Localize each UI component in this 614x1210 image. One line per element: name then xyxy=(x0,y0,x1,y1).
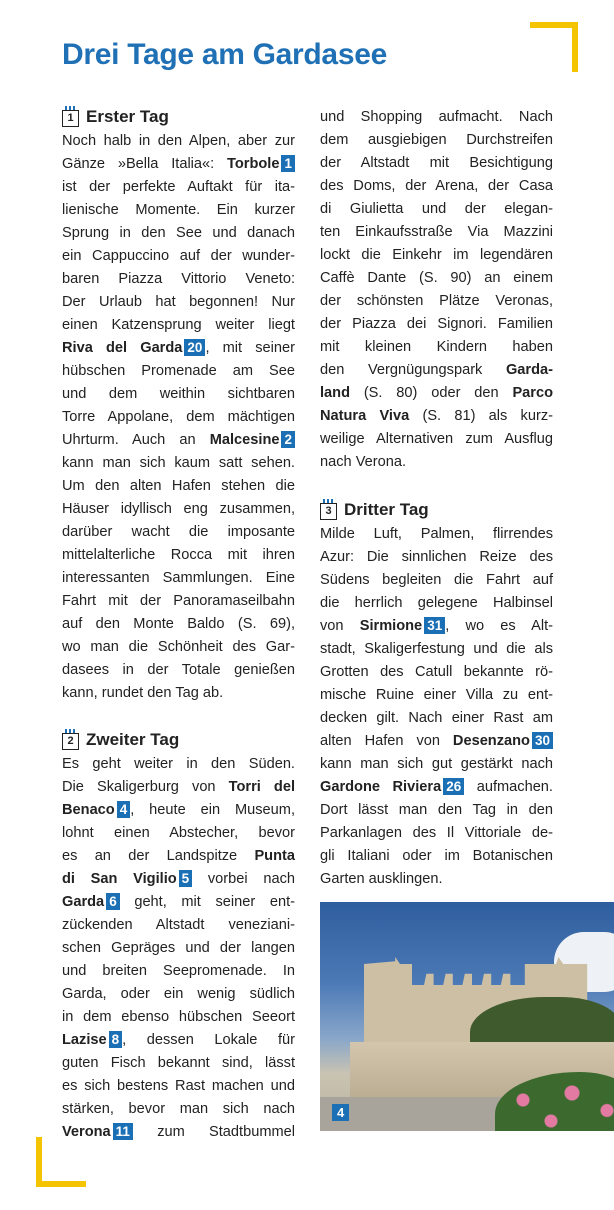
text-line xyxy=(320,152,553,175)
text-line xyxy=(62,914,295,937)
text-line xyxy=(320,845,553,868)
text-run: ist der perfekte Auftakt für ita- xyxy=(62,179,295,195)
text-line xyxy=(62,636,295,659)
text-line xyxy=(62,1121,295,1144)
text-line xyxy=(320,359,553,382)
text-run: Milde Luft, Palmen, flirrendes xyxy=(320,526,553,542)
text-run: Garten ausklingen. xyxy=(320,871,443,887)
text-run: Häuser idyllisch eng zusammen, xyxy=(62,501,295,517)
text-run: zückenden Altstadt veneziani- xyxy=(62,917,295,933)
text-line xyxy=(62,521,295,544)
text-line xyxy=(320,175,553,198)
map-reference-badge: 8 xyxy=(109,1031,123,1048)
text-run: stärken, bevor man sich nach xyxy=(62,1101,295,1117)
text-line xyxy=(320,313,553,336)
text-line xyxy=(320,336,553,359)
text-run: Um den alten Hafen stehen die xyxy=(62,478,295,494)
text-run: auf den Monte Baldo (S. 69), xyxy=(62,616,295,632)
text-line xyxy=(320,799,553,822)
text-run: schen Gepräges und der langen xyxy=(62,940,295,956)
text-line xyxy=(62,682,295,705)
text-line xyxy=(320,592,553,615)
place-name: Torri del xyxy=(228,779,295,795)
text-line xyxy=(320,523,553,546)
text-run: kann, rundet den Tag ab. xyxy=(62,685,224,701)
text-line xyxy=(62,268,295,291)
text-line xyxy=(320,221,553,244)
text-run: der Piazza dei Signori. Familien xyxy=(320,316,553,332)
text-line xyxy=(320,428,553,451)
column-left xyxy=(62,104,295,1144)
text-run: es sich bestens Rast machen und xyxy=(62,1078,295,1094)
text-run: , mit seiner xyxy=(205,340,295,356)
paragraph-day-2-continued xyxy=(320,106,553,474)
text-line xyxy=(62,822,295,845)
text-run: mittelalterliche Rocca mit ihren xyxy=(62,547,295,563)
text-line xyxy=(62,776,295,799)
text-line xyxy=(62,753,295,776)
text-run: (S. 81) als kurz- xyxy=(409,408,553,424)
text-line xyxy=(320,707,553,730)
text-run: (S. 80) oder den xyxy=(350,385,513,401)
text-run: weilige Alternativen zum Ausflug xyxy=(320,431,553,447)
day-title: Erster Tag xyxy=(86,107,169,126)
text-line xyxy=(62,1098,295,1121)
text-line xyxy=(62,291,295,314)
text-run: den Vergnügungspark xyxy=(320,362,506,378)
text-run: Caffè Dante (S. 90) an einem xyxy=(320,270,553,286)
text-run: hübschen Promenade am See xyxy=(62,363,295,379)
text-line xyxy=(62,845,295,868)
text-run: Azur: Die sinnlichen Reize des xyxy=(320,549,553,565)
text-run: Fahrt mit der Panoramaseilbahn xyxy=(62,593,295,609)
text-run: und dem weithin sichtbaren xyxy=(62,386,295,402)
text-run: , wo es Alt- xyxy=(445,618,554,634)
text-line xyxy=(62,222,295,245)
photo-number-badge: 4 xyxy=(332,1104,349,1121)
map-reference-badge: 30 xyxy=(532,732,553,749)
text-run: gli Italiani oder im Botanischen xyxy=(320,848,553,864)
place-name: Verona xyxy=(62,1124,111,1140)
text-line xyxy=(62,1075,295,1098)
day-heading xyxy=(62,104,295,130)
map-reference-badge: 2 xyxy=(281,431,295,448)
text-run: lohnt einen Abstecher, bevor xyxy=(62,825,295,841)
text-line xyxy=(62,360,295,383)
day-heading xyxy=(62,727,295,753)
calendar-icon: 2 xyxy=(62,733,79,750)
text-run: Noch halb in den Alpen, aber zur xyxy=(62,133,295,149)
map-reference-badge: 11 xyxy=(113,1123,133,1140)
text-line xyxy=(62,1052,295,1075)
day-title: Dritter Tag xyxy=(344,500,429,519)
text-line xyxy=(62,245,295,268)
text-run: lockt die Einkehr im legendären xyxy=(320,247,553,263)
text-run: dasees in der Totale genießen xyxy=(62,662,295,678)
text-line xyxy=(320,684,553,707)
text-line xyxy=(320,129,553,152)
text-run: der schönsten Plätze Veronas, xyxy=(320,293,553,309)
place-name: Desenzano xyxy=(452,733,530,749)
text-line xyxy=(320,451,553,474)
map-reference-badge: 26 xyxy=(443,778,464,795)
place-name: Punta xyxy=(254,848,295,864)
text-line xyxy=(320,638,553,661)
text-run: mische Ruine einer Villa zu ent- xyxy=(320,687,553,703)
text-run: ten Einkaufsstraße Via Mazzini xyxy=(320,224,553,240)
map-reference-badge: 1 xyxy=(281,155,295,172)
text-line xyxy=(320,730,553,753)
text-run: Garda, oder ein wenig südlich xyxy=(62,986,295,1002)
text-line xyxy=(62,590,295,613)
text-line xyxy=(320,382,553,405)
text-run: Sprung in den See und danach xyxy=(62,225,295,241)
text-run: des Doms, der Arena, der Casa xyxy=(320,178,553,194)
text-line xyxy=(62,983,295,1006)
text-line xyxy=(62,429,295,452)
paragraph-day-1 xyxy=(62,130,295,705)
text-run: Gänze »Bella Italia«: xyxy=(62,156,228,172)
text-line xyxy=(320,753,553,776)
text-line xyxy=(320,198,553,221)
paragraph-day-3 xyxy=(320,523,553,891)
text-run: geht, mit seiner ent- xyxy=(119,894,295,910)
calendar-icon: 3 xyxy=(320,503,337,520)
text-line xyxy=(320,776,553,799)
text-run: Dort lässt man den Tag in den xyxy=(320,802,553,818)
text-line xyxy=(62,567,295,590)
text-run: Parkanlagen des Il Vittoriale de- xyxy=(320,825,553,841)
text-run: interessanten Sammlungen. Eine xyxy=(62,570,295,586)
text-run: wo man die Schönheit des Gar- xyxy=(62,639,295,655)
calendar-icon: 1 xyxy=(62,110,79,127)
text-run: baren Piazza Vittorio Veneto: xyxy=(62,271,295,287)
place-name: Natura Viva xyxy=(320,408,410,424)
text-line xyxy=(62,406,295,429)
text-line xyxy=(320,106,553,129)
text-run: kann man sich gut gestärkt nach xyxy=(320,756,553,772)
paragraph-day-2 xyxy=(62,753,295,1144)
text-run: der Altstadt mit Besichtigung xyxy=(320,155,553,171)
text-line xyxy=(62,659,295,682)
place-name: di San Vigilio xyxy=(62,871,177,887)
corner-mark-top-right xyxy=(530,22,578,72)
text-line xyxy=(320,290,553,313)
text-line xyxy=(320,822,553,845)
text-run: di Giulietta und der elegan- xyxy=(320,201,553,217)
day-heading xyxy=(320,497,553,523)
text-line xyxy=(62,891,295,914)
text-run: Es geht weiter in den Süden. xyxy=(62,756,295,772)
text-run: ein Cappuccino auf der wunder- xyxy=(62,248,295,264)
text-line xyxy=(320,661,553,684)
text-run: und breiten Seepromenade. In xyxy=(62,963,295,979)
photo-scaliger-castle xyxy=(320,902,614,1131)
place-name: Parco xyxy=(512,385,553,401)
text-run: , heute ein Museum, xyxy=(130,802,295,818)
text-run: guten Fisch bekannt sind, lässt xyxy=(62,1055,295,1071)
text-line xyxy=(62,153,295,176)
text-line xyxy=(62,130,295,153)
text-run: und Shopping aufmacht. Nach xyxy=(320,109,553,125)
text-run: mit kleinen Kindern haben xyxy=(320,339,553,355)
place-name: Riva del Garda xyxy=(62,340,183,356)
text-line xyxy=(62,314,295,337)
text-line xyxy=(62,868,295,891)
text-line xyxy=(62,337,295,360)
place-name: Lazise xyxy=(62,1032,107,1048)
text-line xyxy=(62,960,295,983)
place-name: Garda- xyxy=(505,362,553,378)
text-run: Südens begleiten die Fahrt auf xyxy=(320,572,553,588)
text-run: , dessen Lokale für xyxy=(122,1032,295,1048)
text-line xyxy=(320,615,553,638)
text-line xyxy=(62,383,295,406)
text-line xyxy=(62,452,295,475)
text-run: decken gilt. Nach einer Rast am xyxy=(320,710,553,726)
place-name: Benaco xyxy=(62,802,115,818)
text-line xyxy=(320,405,553,428)
place-name: Torbole xyxy=(227,156,280,172)
text-run: dem ausgiebigen Durchstreifen xyxy=(320,132,553,148)
text-line xyxy=(62,498,295,521)
text-line xyxy=(62,1029,295,1052)
map-reference-badge: 6 xyxy=(106,893,120,910)
place-name: Gardone Riviera xyxy=(320,779,442,795)
text-run: Die Skaligerburg von xyxy=(62,779,229,795)
text-run: stadt, Skaligerfestung und die als xyxy=(320,641,553,657)
place-name: Garda xyxy=(62,894,105,910)
text-run: von xyxy=(320,618,360,634)
text-run: Grotten des Catull bekannte rö- xyxy=(320,664,553,680)
text-line xyxy=(320,569,553,592)
text-line xyxy=(62,1006,295,1029)
text-line xyxy=(320,546,553,569)
text-line xyxy=(320,267,553,290)
text-run: in dem ebenso hübschen Seeort xyxy=(62,1009,295,1025)
text-line xyxy=(62,544,295,567)
corner-mark-bottom-left xyxy=(36,1137,86,1187)
text-run: Der Urlaub hat begonnen! Nur xyxy=(62,294,295,310)
text-run: aufmachen. xyxy=(464,779,553,795)
text-line xyxy=(62,937,295,960)
place-name: land xyxy=(320,385,350,401)
text-line xyxy=(62,199,295,222)
map-reference-badge: 20 xyxy=(184,339,205,356)
column-right xyxy=(320,106,553,891)
map-reference-badge: 4 xyxy=(117,801,131,818)
text-run: Uhrturm. Auch an xyxy=(62,432,210,448)
page-title: Drei Tage am Gardasee xyxy=(62,38,387,71)
text-run: alten Hafen von xyxy=(320,733,453,749)
place-name: Malcesine xyxy=(209,432,280,448)
text-line xyxy=(320,868,553,891)
day-title: Zweiter Tag xyxy=(86,730,180,749)
text-run: vorbei nach xyxy=(192,871,295,887)
text-run: es an der Landspitze xyxy=(62,848,255,864)
text-run: kann man sich kaum satt sehen. xyxy=(62,455,295,471)
text-run: darüber wacht die imposante xyxy=(62,524,295,540)
text-line xyxy=(62,799,295,822)
text-line xyxy=(62,176,295,199)
text-run: nach Verona. xyxy=(320,454,407,470)
text-run: die herrlich gelegene Halbinsel xyxy=(320,595,553,611)
text-run: lienische Momente. Ein kurzer xyxy=(62,202,295,218)
text-run: Torre Appolane, dem mächtigen xyxy=(62,409,295,425)
text-line xyxy=(62,475,295,498)
text-run: einen Katzensprung weiter liegt xyxy=(62,317,295,333)
text-line xyxy=(62,613,295,636)
text-run: zum Stadtbummel xyxy=(132,1124,295,1140)
text-line xyxy=(320,244,553,267)
map-reference-badge: 31 xyxy=(424,617,445,634)
map-reference-badge: 5 xyxy=(179,870,193,887)
place-name: Sirmione xyxy=(359,618,423,634)
